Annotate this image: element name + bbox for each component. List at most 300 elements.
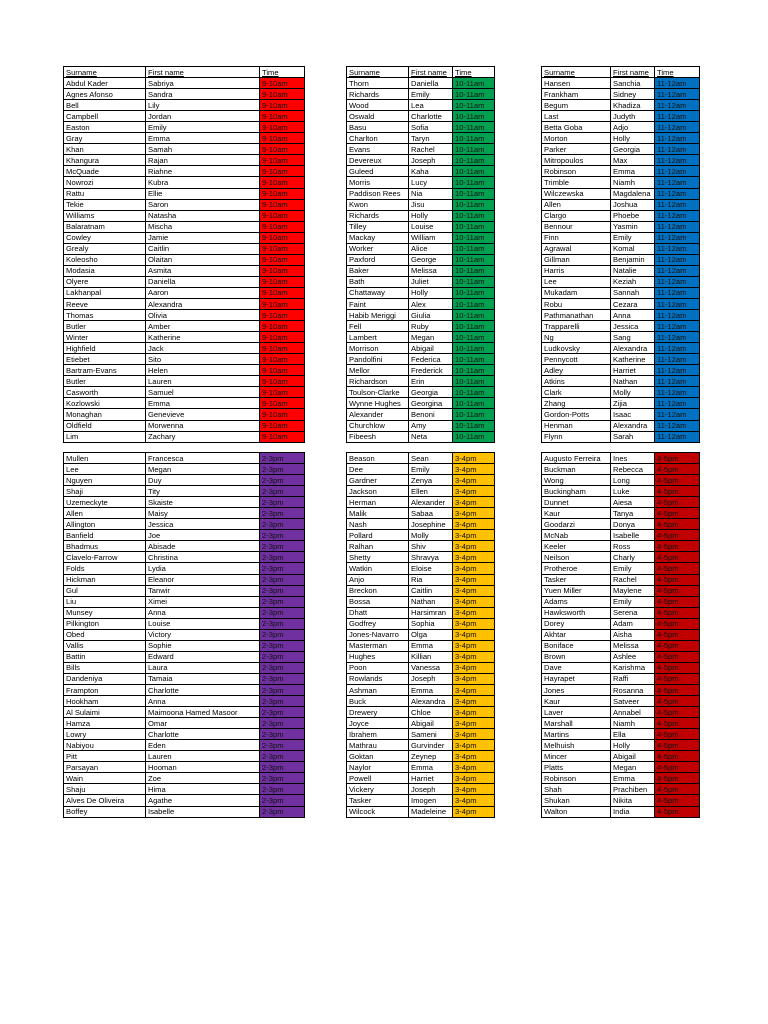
table-row [347,563,495,574]
table-row [64,464,305,475]
table-row [542,784,700,795]
surname-cell: Wynne Hughes [347,398,409,409]
table-row [347,343,495,354]
first-name-cell: Sofia [409,122,453,133]
surname-cell: Richardson [347,376,409,387]
time-slot-cell: 9-10am [260,199,305,210]
time-slot-cell: 10-11am [453,210,495,221]
time-slot-cell: 3-4pm [453,718,495,729]
table-row [542,100,700,111]
first-name-cell: Eloise [409,563,453,574]
table-row [347,210,495,221]
table-row [64,596,305,607]
time-slot-cell: 3-4pm [453,684,495,695]
time-slot-cell: 9-10am [260,298,305,309]
first-name-cell: Sarah [611,431,655,442]
surname-cell: Banfield [64,530,146,541]
time-slot-cell: 11-12am [655,254,700,265]
table-row [347,629,495,640]
time-slot-cell: 9-10am [260,232,305,243]
first-name-cell: Emily [146,122,260,133]
surname-cell: Akhtar [542,629,611,640]
first-name-cell: Katherine [611,354,655,365]
surname-cell: Dandeniya [64,673,146,684]
time-slot-cell: 2-3pm [260,563,305,574]
first-name-cell: Zenya [409,475,453,486]
surname-cell: Godfrey [347,618,409,629]
first-name-cell: Sean [409,453,453,464]
surname-cell: Rattu [64,188,146,199]
table-row [347,729,495,740]
surname-cell: Lambert [347,332,409,343]
surname-cell: Bossa [347,596,409,607]
table-row [64,376,305,387]
table-row [542,78,700,89]
first-name-cell: Annabel [611,707,655,718]
table-row [542,618,700,629]
surname-cell: Drewery [347,707,409,718]
surname-cell: Goktan [347,751,409,762]
first-name-cell: Jack [146,343,260,354]
first-name-cell: Zeynep [409,751,453,762]
time-slot-cell: 9-10am [260,243,305,254]
first-name-cell: Lydia [146,563,260,574]
time-slot-cell: 10-11am [453,254,495,265]
surname-cell: McQuade [64,166,146,177]
surname-cell: Alves De Oliveira [64,795,146,806]
time-header: Time [260,67,305,78]
table-row [542,276,700,287]
surname-cell: Dhatt [347,607,409,618]
first-name-cell: Molly [611,387,655,398]
first-name-cell: Phoebe [611,210,655,221]
first-name-cell: Emily [611,563,655,574]
surname-cell: Zhang [542,398,611,409]
time-slot-cell: 3-4pm [453,806,495,817]
time-slot-cell: 11-12am [655,298,700,309]
time-slot-cell: 2-3pm [260,530,305,541]
surname-cell: Masterman [347,640,409,651]
time-slot-cell: 9-10am [260,89,305,100]
time-header: Time [655,67,700,78]
time-slot-cell: 10-11am [453,431,495,442]
first-name-cell: Nathan [611,376,655,387]
surname-cell: Modasia [64,265,146,276]
first-name-cell: Emma [409,684,453,695]
first-name-cell: Tanya [611,508,655,519]
time-slot-cell: 11-12am [655,89,700,100]
table-row [64,640,305,651]
time-slot-cell: 9-10am [260,332,305,343]
surname-cell: Breckon [347,585,409,596]
surname-cell: Gardner [347,475,409,486]
surname-cell: Kozlowski [64,398,146,409]
table-row [64,541,305,552]
time-slot-cell: 9-10am [260,431,305,442]
first-name-cell: Kubra [146,177,260,188]
table-row [347,486,495,497]
table-row [64,321,305,332]
table-header-row [347,67,495,78]
time-slot-cell: 2-3pm [260,574,305,585]
surname-cell: Pennycott [542,354,611,365]
surname-cell: Evans [347,144,409,155]
first-name-cell: Benjamin [611,254,655,265]
time-slot-cell: 4-5pm [655,751,700,762]
table-row [542,321,700,332]
time-slot-cell: 9-10am [260,122,305,133]
table-row [64,762,305,773]
surname-cell: Laver [542,707,611,718]
surname-cell: Battin [64,651,146,662]
first-name-cell: Emma [611,166,655,177]
time-slot-cell: 9-10am [260,287,305,298]
table-row [64,122,305,133]
time-slot-cell: 4-5pm [655,585,700,596]
first-name-cell: Emily [409,89,453,100]
surname-cell: Williams [64,210,146,221]
surname-cell: Uzemeckyte [64,497,146,508]
surname-cell: Hayrapet [542,673,611,684]
surname-cell: Al Sulaimi [64,707,146,718]
table-row [64,254,305,265]
first-name-cell: Emma [409,640,453,651]
table-row [542,365,700,376]
table-row [347,144,495,155]
surname-cell: Betta Goba [542,122,611,133]
first-name-cell: Melissa [611,640,655,651]
first-name-cell: Georgia [611,144,655,155]
first-name-cell: Rajan [146,155,260,166]
time-slot-cell: 10-11am [453,188,495,199]
table-row [542,662,700,673]
time-slot-cell: 2-3pm [260,762,305,773]
table-row [347,155,495,166]
first-name-cell: Emma [611,773,655,784]
first-name-cell: Megan [409,332,453,343]
time-slot-cell: 11-12am [655,376,700,387]
time-slot-cell: 3-4pm [453,696,495,707]
surname-cell: Walton [542,806,611,817]
surname-cell: Platts [542,762,611,773]
time-slot-cell: 4-5pm [655,762,700,773]
first-name-cell: Holly [409,210,453,221]
time-slot-cell: 10-11am [453,387,495,398]
first-name-cell: Samah [146,144,260,155]
first-name-cell: Anna [146,607,260,618]
time-slot-cell: 2-3pm [260,773,305,784]
table-row [347,387,495,398]
first-name-cell: Magdalena [611,188,655,199]
surname-cell: Reeve [64,298,146,309]
time-slot-cell: 3-4pm [453,519,495,530]
time-slot-cell: 2-3pm [260,640,305,651]
surname-cell: Clargo [542,210,611,221]
block-11-12am-table [541,66,700,443]
time-slot-cell: 4-5pm [655,640,700,651]
surname-cell: Shaji [64,486,146,497]
table-row [542,287,700,298]
table-row [542,596,700,607]
time-slot-cell: 3-4pm [453,574,495,585]
time-slot-cell: 4-5pm [655,519,700,530]
table-row [347,585,495,596]
time-slot-cell: 3-4pm [453,773,495,784]
first-name-cell: Erin [409,376,453,387]
first-name-cell: Edward [146,651,260,662]
first-name-cell: Mischa [146,221,260,232]
time-slot-cell: 10-11am [453,155,495,166]
table-row [542,563,700,574]
table-row [64,519,305,530]
table-row [64,530,305,541]
first-name-cell: Sidney [611,89,655,100]
first-name-cell: Aiesa [611,497,655,508]
time-slot-cell: 3-4pm [453,475,495,486]
surname-cell: Jackson [347,486,409,497]
first-name-cell: Jessica [146,519,260,530]
table-row [542,740,700,751]
table-row [347,287,495,298]
first-name-cell: Tity [146,486,260,497]
first-name-cell: Khadiza [611,100,655,111]
block-2-3pm-table [63,452,305,818]
table-row [542,696,700,707]
first-name-cell: Skaiste [146,497,260,508]
surname-cell: Lee [542,276,611,287]
surname-cell: Augusto Ferreira [542,453,611,464]
time-slot-cell: 4-5pm [655,574,700,585]
first-name-cell: Niamh [611,718,655,729]
surname-cell: Nabiyou [64,740,146,751]
first-name-cell: Anna [611,310,655,321]
time-slot-cell: 2-3pm [260,673,305,684]
time-slot-cell: 2-3pm [260,618,305,629]
table-row [64,784,305,795]
first-name-cell: Shravya [409,552,453,563]
first-name-cell: Joseph [409,673,453,684]
first-name-cell: Lauren [146,376,260,387]
first-name-cell: Lea [409,100,453,111]
first-name-cell: Lauren [146,751,260,762]
time-slot-cell: 2-3pm [260,607,305,618]
surname-cell: Hamza [64,718,146,729]
first-name-cell: Lily [146,100,260,111]
time-slot-cell: 2-3pm [260,684,305,695]
surname-cell: Clark [542,387,611,398]
table-row [347,298,495,309]
table-row [64,552,305,563]
surname-cell: Goodarzi [542,519,611,530]
table-row [347,420,495,431]
table-row [542,541,700,552]
first-name-cell: Alice [409,243,453,254]
table-row [64,795,305,806]
surname-cell: Churchlow [347,420,409,431]
table-row [347,795,495,806]
time-slot-cell: 11-12am [655,111,700,122]
time-slot-cell: 3-4pm [453,751,495,762]
time-slot-cell: 11-12am [655,409,700,420]
table-row [347,773,495,784]
surname-cell: Olyere [64,276,146,287]
surname-cell: Wain [64,773,146,784]
time-slot-cell: 3-4pm [453,541,495,552]
table-row [64,673,305,684]
first-name-cell: Ria [409,574,453,585]
table-row [542,607,700,618]
surname-cell: Bath [347,276,409,287]
table-row [347,574,495,585]
surname-cell: McNab [542,530,611,541]
first-name-cell: Emily [409,464,453,475]
table-row [347,519,495,530]
surname-cell: Parsayan [64,762,146,773]
table-row [347,310,495,321]
surname-cell: Poon [347,662,409,673]
surname-cell: Bills [64,662,146,673]
time-slot-cell: 3-4pm [453,795,495,806]
table-row [347,662,495,673]
table-row [64,651,305,662]
surname-cell: Pilkington [64,618,146,629]
time-slot-cell: 3-4pm [453,729,495,740]
time-slot-cell: 10-11am [453,78,495,89]
time-slot-cell: 2-3pm [260,662,305,673]
table-row [64,629,305,640]
first-name-cell: Benoni [409,409,453,420]
surname-cell: Martins [542,729,611,740]
time-slot-cell: 10-11am [453,166,495,177]
surname-cell: Boffey [64,806,146,817]
surname-cell: Bhadmus [64,541,146,552]
time-slot-cell: 9-10am [260,133,305,144]
surname-cell: Hookham [64,696,146,707]
first-name-cell: Juliet [409,276,453,287]
surname-cell: Monaghan [64,409,146,420]
surname-cell: Koleosho [64,254,146,265]
surname-cell: Begum [542,100,611,111]
time-slot-cell: 2-3pm [260,629,305,640]
first-name-cell: Helen [146,365,260,376]
table-row [542,166,700,177]
surname-cell: Powell [347,773,409,784]
surname-cell: Shah [542,784,611,795]
time-slot-cell: 10-11am [453,199,495,210]
first-name-cell: Francesca [146,453,260,464]
table-row [64,806,305,817]
table-row [347,365,495,376]
surname-cell: Highfield [64,343,146,354]
first-name-cell: Morwenna [146,420,260,431]
table-row [64,100,305,111]
time-slot-cell: 2-3pm [260,508,305,519]
surname-cell: Casworth [64,387,146,398]
table-row [64,729,305,740]
time-slot-cell: 2-3pm [260,784,305,795]
surname-cell: Shukan [542,795,611,806]
time-slot-cell: 9-10am [260,254,305,265]
first-name-cell: Alexandra [611,420,655,431]
surname-header: Surname [64,67,146,78]
time-slot-cell: 4-5pm [655,541,700,552]
time-slot-cell: 10-11am [453,354,495,365]
first-name-cell: Jisu [409,199,453,210]
surname-cell: Hansen [542,78,611,89]
first-name-cell: Melissa [409,265,453,276]
time-slot-cell: 4-5pm [655,696,700,707]
surname-cell: Dee [347,464,409,475]
surname-cell: Agnes Afonso [64,89,146,100]
time-slot-cell: 9-10am [260,210,305,221]
surname-cell: Habib Meriggi [347,310,409,321]
table-row [64,563,305,574]
surname-cell: Munsey [64,607,146,618]
table-row [64,707,305,718]
time-slot-cell: 9-10am [260,387,305,398]
time-slot-cell: 9-10am [260,409,305,420]
table-row [347,265,495,276]
first-name-cell: Caitlin [146,243,260,254]
first-name-cell: Zoe [146,773,260,784]
first-name-cell: Charlotte [146,729,260,740]
surname-cell: Chattaway [347,287,409,298]
surname-cell: Wood [347,100,409,111]
time-slot-cell: 9-10am [260,177,305,188]
time-slot-cell: 9-10am [260,376,305,387]
first-name-cell: Vanessa [409,662,453,673]
first-name-cell: Emma [146,398,260,409]
first-name-cell: Donya [611,519,655,530]
time-slot-cell: 9-10am [260,166,305,177]
surname-cell: Wilcock [347,806,409,817]
time-slot-cell: 2-3pm [260,464,305,475]
surname-cell: Keeler [542,541,611,552]
surname-cell: Clavelo-Farrow [64,552,146,563]
surname-cell: Folds [64,563,146,574]
first-name-header: First name [409,67,453,78]
first-name-cell: Nia [409,188,453,199]
surname-cell: Cowley [64,232,146,243]
first-name-cell: Sito [146,354,260,365]
surname-cell: Grealy [64,243,146,254]
table-row [64,265,305,276]
surname-cell: Henman [542,420,611,431]
first-name-cell: Nikita [611,795,655,806]
first-name-cell: Keziah [611,276,655,287]
first-name-cell: Charly [611,552,655,563]
time-slot-cell: 3-4pm [453,673,495,684]
first-name-cell: Komal [611,243,655,254]
table-row [542,409,700,420]
time-slot-cell: 2-3pm [260,519,305,530]
first-name-cell: Holly [409,287,453,298]
first-name-cell: Sophie [146,640,260,651]
surname-cell: Agrawal [542,243,611,254]
table-row [542,298,700,309]
table-row [347,100,495,111]
first-name-cell: Jamie [146,232,260,243]
table-row [347,751,495,762]
surname-cell: Adams [542,596,611,607]
table-row [64,475,305,486]
surname-cell: Watkin [347,563,409,574]
time-slot-cell: 2-3pm [260,696,305,707]
first-name-cell: Zijia [611,398,655,409]
surname-cell: Gordon-Potts [542,409,611,420]
time-slot-cell: 4-5pm [655,453,700,464]
table-row [542,210,700,221]
